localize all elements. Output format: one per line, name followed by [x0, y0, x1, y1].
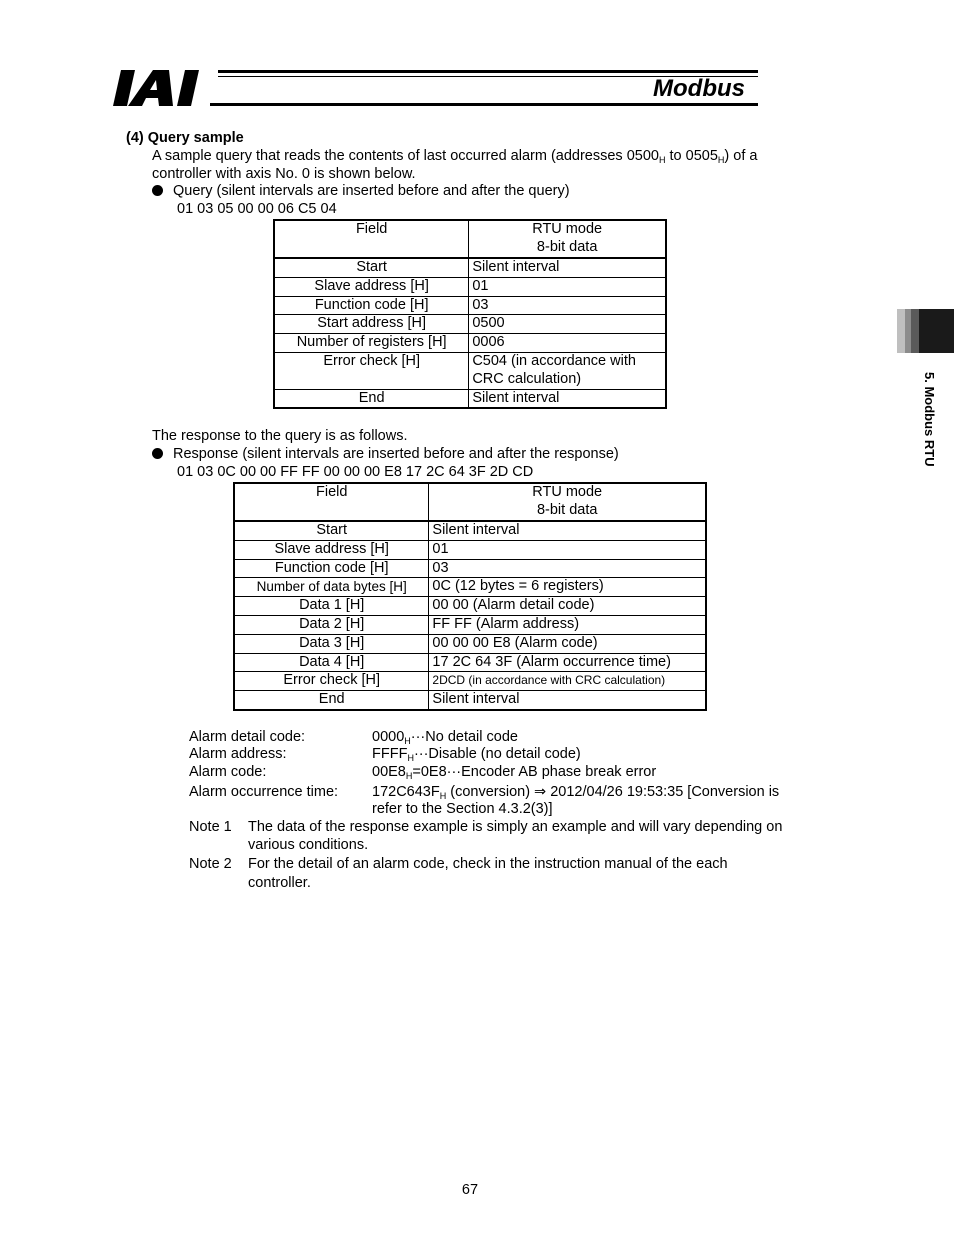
table-row — [234, 578, 706, 597]
table-row — [234, 521, 706, 540]
intro-line-1: A sample query that reads the contents of last occurred alarm (addresses $0500_H$ to $0505_H$) of a — [152, 148, 758, 165]
row-field: Error check [H] — [274, 352, 469, 389]
note-1-line-1: The data of the response example is simply an example and will vary depending on — [248, 819, 783, 835]
row-value: 2DCD (in accordance with CRC calculation) — [429, 672, 706, 691]
row-value: 01 — [469, 277, 666, 296]
row-value: 03 — [469, 296, 666, 315]
row-field: End — [274, 389, 469, 408]
row-field: Function code [H] — [274, 296, 469, 315]
query-hex: 01 03 05 00 00 06 C5 04 — [177, 201, 337, 217]
row-value: Silent interval — [469, 258, 666, 277]
side-tab-black — [919, 309, 954, 353]
row-value: C504 (in accordance with CRC calculation) — [469, 352, 666, 389]
def-alarm-detail-value: $0000_H\cdot\cdot\cdot No$ detail code — [372, 729, 518, 746]
row-field: Data 2 [H] — [234, 615, 429, 634]
table-row — [274, 389, 666, 408]
header-mode: RTU mode 8-bit data — [429, 483, 706, 521]
table-header-row — [274, 220, 666, 258]
def-alarm-detail-label: Alarm detail code: — [189, 729, 306, 745]
row-value: 0C (12 bytes = 6 registers) — [429, 578, 706, 597]
table-row — [274, 334, 666, 353]
table-row — [234, 691, 706, 710]
row-field: End — [234, 691, 429, 710]
row-value: 00 00 (Alarm detail code) — [429, 597, 706, 616]
table-row — [234, 559, 706, 578]
row-field: Start — [274, 258, 469, 277]
table-row — [274, 352, 666, 389]
header-title: Modbus — [653, 75, 745, 102]
iai-logo — [113, 68, 213, 108]
def-alarm-time-value-2: refer to the Section 4.3.2(3)] — [372, 801, 553, 817]
row-field: Data 1 [H] — [234, 597, 429, 616]
response-hex: 01 03 0C 00 00 FF FF 00 00 00 E8 17 2C 64 3F 2D CD — [177, 464, 534, 480]
table-row — [274, 315, 666, 334]
row-value: Silent interval — [469, 389, 666, 408]
row-value: 0500 — [469, 315, 666, 334]
def-alarm-time-label: Alarm occurrence time: — [189, 784, 339, 800]
def-alarm-address-value: $FFFF_H\cdot\cdot\cdot Disable$ (no detail code) — [372, 746, 581, 763]
note-2-line-1: For the detail of an alarm code, check in the instruction manual of the each — [248, 856, 728, 872]
response-bullet: Response (silent intervals are inserted before and after the response) — [152, 445, 619, 463]
row-field: Function code [H] — [234, 559, 429, 578]
row-field: Slave address [H] — [274, 277, 469, 296]
row-field: Data 4 [H] — [234, 653, 429, 672]
note-1-line-2: various conditions. — [248, 837, 369, 853]
bullet-icon — [152, 448, 163, 459]
table-row — [234, 597, 706, 616]
row-value: 00 00 00 E8 (Alarm code) — [429, 634, 706, 653]
row-field: Slave address [H] — [234, 540, 429, 559]
side-tab-grey — [897, 309, 919, 353]
row-value: 0006 — [469, 334, 666, 353]
table-header-row — [234, 483, 706, 521]
header-field: Field — [234, 483, 429, 521]
table-row — [274, 258, 666, 277]
row-field: Error check [H] — [234, 672, 429, 691]
table-row — [274, 277, 666, 296]
bullet-icon — [152, 185, 163, 196]
query-table — [273, 219, 667, 409]
row-value: 03 — [429, 559, 706, 578]
table-row — [234, 634, 706, 653]
header-mode: RTU mode 8-bit data — [469, 220, 666, 258]
note-2-line-2: controller. — [248, 875, 311, 891]
row-value: Silent interval — [429, 691, 706, 710]
row-field: Number of registers [H] — [274, 334, 469, 353]
side-tab-label: 5. Modbus RTU — [922, 372, 937, 467]
row-value: 17 2C 64 3F (Alarm occurrence time) — [429, 653, 706, 672]
table-row — [234, 540, 706, 559]
row-field: Number of data bytes [H] — [234, 578, 429, 597]
table-row — [234, 672, 706, 691]
row-field: Start — [234, 521, 429, 540]
response-table — [233, 482, 707, 711]
page-number: 67 — [461, 1182, 479, 1198]
response-intro: The response to the query is as follows. — [152, 428, 408, 444]
table-row — [234, 615, 706, 634]
def-alarm-time-value: $172C643F_H$ (conversion) ⇒ 2012/04/26 19:53:35 [Conversion is — [372, 784, 780, 801]
section-heading: (4) Query sample — [126, 130, 244, 146]
note-1-label: Note 1 — [189, 819, 232, 835]
row-field: Start address [H] — [274, 315, 469, 334]
def-alarm-address-label: Alarm address: — [189, 746, 287, 762]
row-value: 01 — [429, 540, 706, 559]
query-bullet: Query (silent intervals are inserted before and after the query) — [152, 182, 570, 200]
table-row — [274, 296, 666, 315]
note-2-label: Note 2 — [189, 856, 232, 872]
def-alarm-code-label: Alarm code: — [189, 764, 267, 780]
header-rule-top — [218, 70, 758, 73]
table-row — [234, 653, 706, 672]
row-value: FF FF (Alarm address) — [429, 615, 706, 634]
header-field: Field — [274, 220, 469, 258]
row-value: Silent interval — [429, 521, 706, 540]
intro-line-2: controller with axis No. 0 is shown below. — [152, 166, 416, 182]
def-alarm-code-value: $00E8_H=0E8\cdot\cdot\cdot Encoder$ AB phase break error — [372, 764, 657, 781]
row-field: Data 3 [H] — [234, 634, 429, 653]
